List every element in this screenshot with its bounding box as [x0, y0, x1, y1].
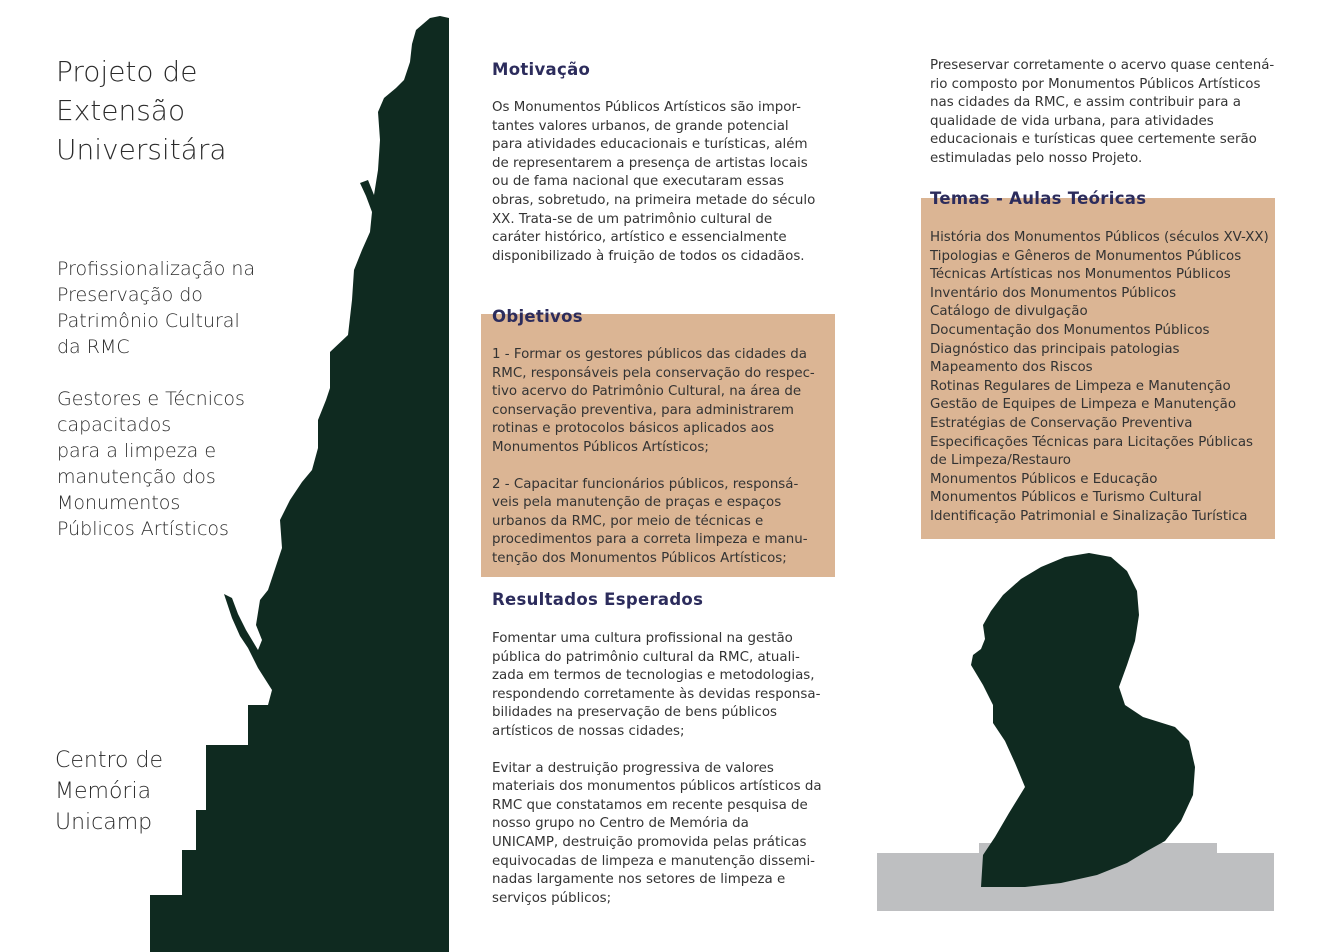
- subtitle-line: manutenção dos: [57, 466, 216, 488]
- objetivos-heading: Objetivos: [492, 307, 583, 326]
- text-line: Os Monumentos Públicos Artísticos são impor-: [492, 100, 801, 115]
- org-line: Memória: [55, 779, 152, 804]
- list-item: Gestão de Equipes de Limpeza e Manutenção: [930, 397, 1237, 413]
- text-line: tantes valores urbanos, de grande potencial: [492, 118, 789, 134]
- list-item: Tipologias e Gêneros de Monumentos Públicos: [930, 248, 1242, 264]
- text-line: Fomentar uma cultura profissional na gestão: [492, 631, 793, 646]
- text-line: XX. Trata-se de um patrimônio cultural de: [492, 211, 773, 227]
- resultados-text: [492, 630, 822, 908]
- list-item: Monumentos Públicos e Turismo Cultural: [930, 490, 1202, 506]
- subtitle-line: capacitados: [57, 414, 172, 436]
- list-item: de Limpeza/Restauro: [930, 453, 1071, 469]
- text-line: Evitar a destruição progressiva de valores: [492, 760, 774, 776]
- list-item: Monumentos Públicos e Educação: [930, 471, 1158, 487]
- text-line: pública do patrimônio cultural da RMC, atuali-: [492, 649, 800, 665]
- text-line: 1 - Formar os gestores públicos das cidades da: [492, 347, 807, 362]
- text-line: respondendo corretamente às devidas responsa-: [492, 686, 821, 702]
- text-line: artísticos de nossas cidades;: [492, 723, 685, 739]
- list-item: Técnicas Artísticas nos Monumentos Públicos: [930, 267, 1231, 283]
- text-line: para atividades educacionais e turísticas, além: [492, 137, 808, 153]
- list-item: Diagnóstico das principais patologias: [930, 341, 1180, 357]
- text-line: equivocadas de limpeza e manutenção dissemi-: [492, 853, 815, 869]
- list-item: Documentação dos Monumentos Públicos: [930, 322, 1210, 338]
- text-line: estimuladas pelo nosso Projeto.: [930, 150, 1143, 166]
- text-line: RMC que constatamos em recente pesquisa de: [492, 797, 808, 813]
- text-line: RMC, responsáveis pela conservação do respec-: [492, 365, 815, 381]
- title-line: Extensão: [56, 94, 186, 127]
- text-line: tenção dos Monumentos Públicos Artísticos;: [492, 550, 787, 566]
- motivacao-heading: Motivação: [492, 60, 591, 79]
- text-line: ou de fama nacional que executaram essas: [492, 174, 784, 190]
- text-line: conservação preventiva, para administrarem: [492, 402, 794, 418]
- subtitle-line: Preservação do: [57, 284, 203, 306]
- text-line: Monumentos Públicos Artísticos;: [492, 439, 709, 455]
- resultados-heading: Resultados Esperados: [492, 590, 704, 609]
- project-title: [56, 52, 316, 169]
- title-line: Projeto de: [56, 55, 198, 88]
- text-line: caráter histórico, artístico e essencialmente: [492, 230, 787, 246]
- text-line: serviços públicos;: [492, 890, 612, 906]
- subtitle-gestores: [57, 386, 287, 542]
- text-line: bilidades na preservação de bens públicos: [492, 705, 778, 721]
- list-item: Catálogo de divulgação: [930, 304, 1088, 320]
- text-line: educacionais e turísticas quee certemente serão: [930, 132, 1257, 148]
- org-line: Unicamp: [55, 810, 153, 835]
- text-line: procedimentos para a correta limpeza e manu-: [492, 532, 808, 548]
- list-item: Mapeamento dos Riscos: [930, 360, 1093, 376]
- organization-name: [55, 745, 163, 838]
- text-line: veis pela manutenção de praças e espaços: [492, 495, 782, 511]
- org-line: Centro de: [55, 748, 163, 773]
- text-line: disponibilizado à fruição de todos os cidadãos.: [492, 248, 805, 264]
- preservar-text: [930, 57, 1274, 169]
- subtitle-line: Patrimônio Cultural: [57, 310, 240, 332]
- subtitle-line: da RMC: [57, 336, 130, 358]
- text-line: tivo acervo do Patrimônio Cultural, na área de: [492, 384, 802, 400]
- subtitle-line: Públicos Artísticos: [57, 518, 229, 540]
- list-item: Estratégias de Conservação Preventiva: [930, 415, 1193, 431]
- subtitle-line: Gestores e Técnicos: [57, 388, 245, 410]
- text-line: Preseservar corretamente o acervo quase centená-: [930, 58, 1275, 73]
- temas-list: [930, 229, 1269, 527]
- text-line: qualidade de vida urbana, para atividades: [930, 113, 1214, 129]
- title-line: Universitára: [56, 133, 227, 166]
- text-line: rio composto por Monumentos Públicos Artísticos: [930, 76, 1261, 92]
- list-item: Rotinas Regulares de Limpeza e Manutenção: [930, 378, 1231, 394]
- list-item: Especificações Técnicas para Licitações Públicas: [930, 434, 1254, 450]
- text-line: rotinas e protocolos básicos aplicados aos: [492, 421, 775, 437]
- motivacao-text: [492, 99, 815, 266]
- temas-heading: Temas - Aulas Teóricas: [930, 189, 1147, 208]
- text-line: UNICAMP, destruição promovida pelas práticas: [492, 834, 807, 850]
- text-line: urbanos da RMC, por meio de técnicas e: [492, 513, 764, 529]
- subtitle-line: Profissionalização na: [57, 258, 256, 280]
- list-item: Inventário dos Monumentos Públicos: [930, 285, 1177, 301]
- text-line: nas cidades da RMC, e assim contribuir para a: [930, 95, 1241, 111]
- text-line: de representarem a presença de artistas locais: [492, 155, 808, 171]
- subtitle-profissionalizacao: [57, 256, 287, 360]
- text-line: zada em termos de tecnologias e metodologias,: [492, 668, 815, 684]
- list-item: Identificação Patrimonial e Sinalização Turística: [930, 508, 1248, 524]
- objetivos-text: [492, 346, 815, 569]
- text-line: obras, sobretudo, na primeira metade do século: [492, 192, 816, 208]
- list-item: História dos Monumentos Públicos (séculos XV-XX): [930, 230, 1269, 245]
- text-line: nadas largamente nos setores de limpeza e: [492, 872, 786, 888]
- subtitle-line: Monumentos: [57, 492, 181, 514]
- text-line: 2 - Capacitar funcionários públicos, responsá-: [492, 476, 799, 492]
- subtitle-line: para a limpeza e: [57, 440, 217, 462]
- text-line: materiais dos monumentos públicos artísticos da: [492, 779, 822, 795]
- bust-silhouette-illustration: [875, 545, 1275, 915]
- text-line: nosso grupo no Centro de Memória da: [492, 816, 749, 832]
